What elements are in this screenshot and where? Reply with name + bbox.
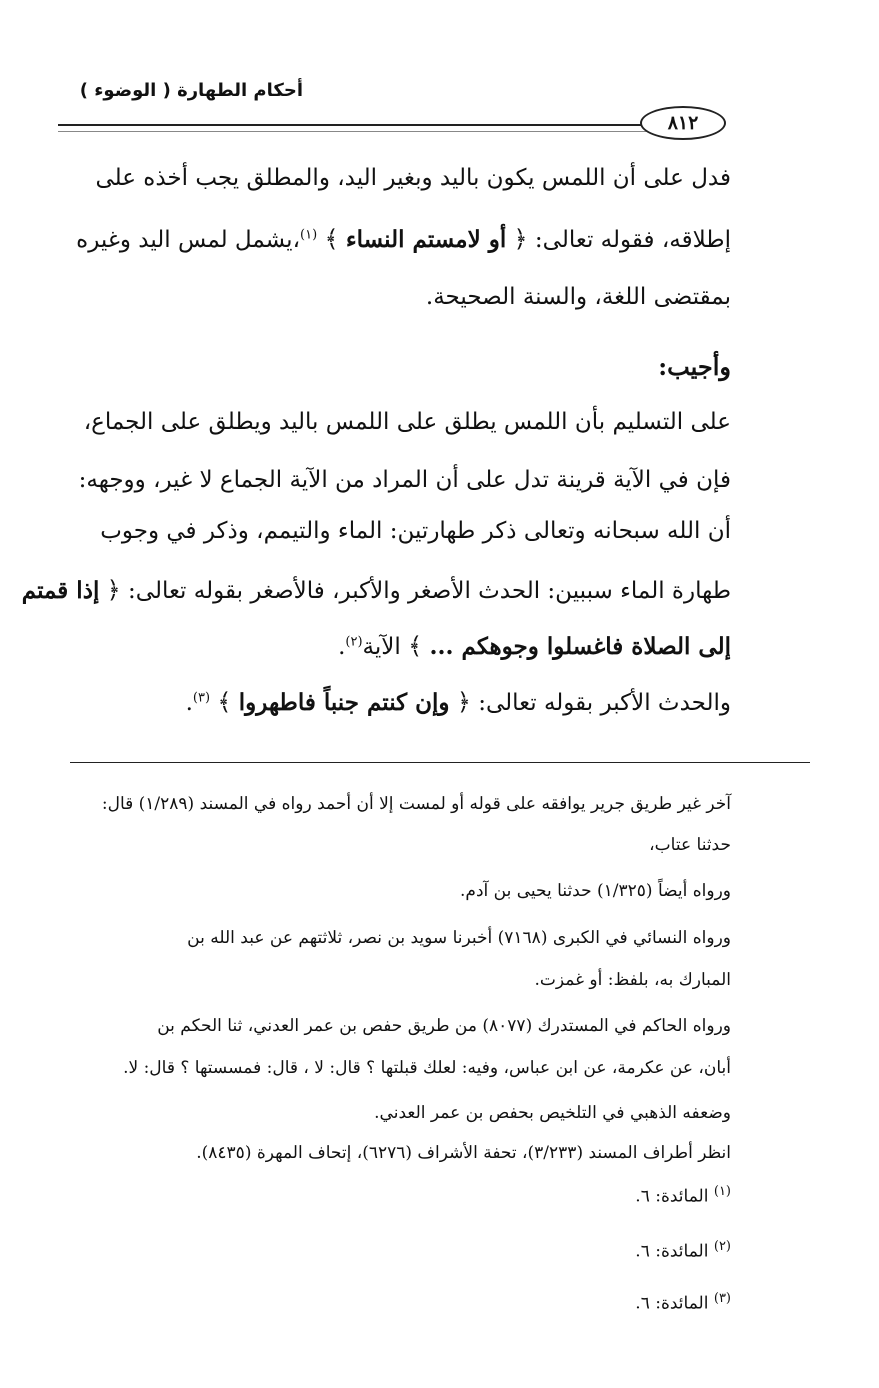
footnote-line: آخر غير طريق جرير يوافقه على قوله أو لمست إلا أن أحمد رواه في المسند (١/٢٨٩) قال: bbox=[101, 794, 731, 814]
body-line-7: أن الله سبحانه وتعالى ذكر طهارتين: الماء والتيمم، وذكر في وجوب bbox=[100, 518, 731, 544]
footnote-text: المائدة: ٦. bbox=[635, 1241, 709, 1262]
footnote-line: انظر أطراف المسند (٣/٢٣٣)، تحفة الأشراف (٦٢٧٦)، إتحاف المهرة (٨٤٣٥). bbox=[196, 1143, 731, 1163]
page-number-oval bbox=[640, 106, 726, 140]
quran-bracket-close: ﴾ bbox=[324, 225, 339, 253]
quran-verse: إذا قمتم bbox=[21, 577, 100, 604]
footnote-2 bbox=[635, 1240, 731, 1261]
text-segment: طهارة الماء سببين: الحدث الأصغر والأكبر، فالأصغر بقوله تعالى: bbox=[128, 578, 731, 604]
quran-verse: وإن كنتم جنباً فاطهروا bbox=[238, 689, 450, 716]
quran-bracket-open: ﴿ bbox=[513, 225, 528, 253]
footnote-separator bbox=[70, 762, 810, 763]
text-segment: والحدث الأكبر بقوله تعالى: bbox=[478, 690, 731, 716]
footnote-number: (٣) bbox=[713, 1291, 731, 1306]
footnote-line: حدثنا عتاب، bbox=[649, 835, 731, 855]
text-segment: . bbox=[338, 634, 346, 660]
text-segment: إطلاقه، فقوله تعالى: bbox=[534, 227, 731, 253]
body-line-5: على التسليم بأن اللمس يطلق على اللمس باليد ويطلق على الجماع، bbox=[83, 409, 731, 435]
quran-bracket-close: ﴾ bbox=[408, 632, 423, 660]
header-rule bbox=[58, 124, 720, 132]
footnote-line: وضعفه الذهبي في التلخيص بحفص بن عمر العدني. bbox=[374, 1103, 731, 1123]
page-number: ٨١٢ bbox=[667, 112, 699, 134]
footnote-3 bbox=[635, 1292, 731, 1313]
body-line-9 bbox=[338, 634, 731, 659]
body-line-3: بمقتضى اللغة، والسنة الصحيحة. bbox=[425, 284, 731, 310]
footnote-text: المائدة: ٦. bbox=[635, 1293, 709, 1314]
quran-bracket-open: ﴿ bbox=[456, 688, 471, 716]
text-segment: الآية bbox=[362, 634, 401, 660]
footnote-number: (١) bbox=[713, 1184, 731, 1199]
body-line-2 bbox=[76, 227, 731, 252]
text-segment: ،يشمل لمس اليد وغيره bbox=[76, 227, 300, 253]
footnote-line: أبان، عن عكرمة، عن ابن عباس، وفيه: لعلك قبلتها ؟ قال: لا ، قال: فمسستها ؟ قال: لا. bbox=[123, 1058, 731, 1078]
section-subheading: وأجيب: bbox=[658, 352, 731, 381]
quran-verse: أو لامستم النساء bbox=[345, 226, 507, 253]
quran-bracket-open: ﴿ bbox=[106, 576, 121, 604]
footnote-marker: (٢) bbox=[345, 634, 363, 650]
footnote-marker: (١) bbox=[300, 227, 318, 243]
quran-verse: إلى الصلاة فاغسلوا وجوهكم ... bbox=[429, 633, 731, 660]
footnote-line: ورواه أيضاً (١/٣٢٥) حدثنا يحيى بن آدم. bbox=[460, 881, 731, 901]
footnote-number: (٢) bbox=[713, 1239, 731, 1254]
text-segment: . bbox=[185, 690, 193, 716]
body-line-1: فدل على أن اللمس يكون باليد وبغير اليد، والمطلق يجب أخذه على bbox=[95, 165, 731, 191]
footnote-marker: (٣) bbox=[192, 690, 211, 706]
body-line-8 bbox=[22, 578, 731, 603]
footnote-line: المبارك به، بلفظ: أو غمزت. bbox=[534, 970, 731, 990]
footnote-line: ورواه الحاكم في المستدرك (٨٠٧٧) من طريق حفص بن عمر العدني، ثنا الحكم بن bbox=[157, 1016, 731, 1036]
running-title: أحكام الطهارة ( الوضوء ) bbox=[79, 80, 303, 101]
quran-bracket-close: ﴾ bbox=[217, 688, 232, 716]
footnote-text: المائدة: ٦. bbox=[635, 1186, 709, 1207]
body-line-6: فإن في الآية قرينة تدل على أن المراد من الآية الجماع لا غير، ووجهه: bbox=[78, 467, 731, 493]
body-line-10 bbox=[186, 690, 731, 715]
footnote-line: ورواه النسائي في الكبرى (٧١٦٨) أخبرنا سويد بن نصر، ثلاثتهم عن عبد الله بن bbox=[187, 928, 731, 948]
footnote-1 bbox=[635, 1185, 731, 1206]
